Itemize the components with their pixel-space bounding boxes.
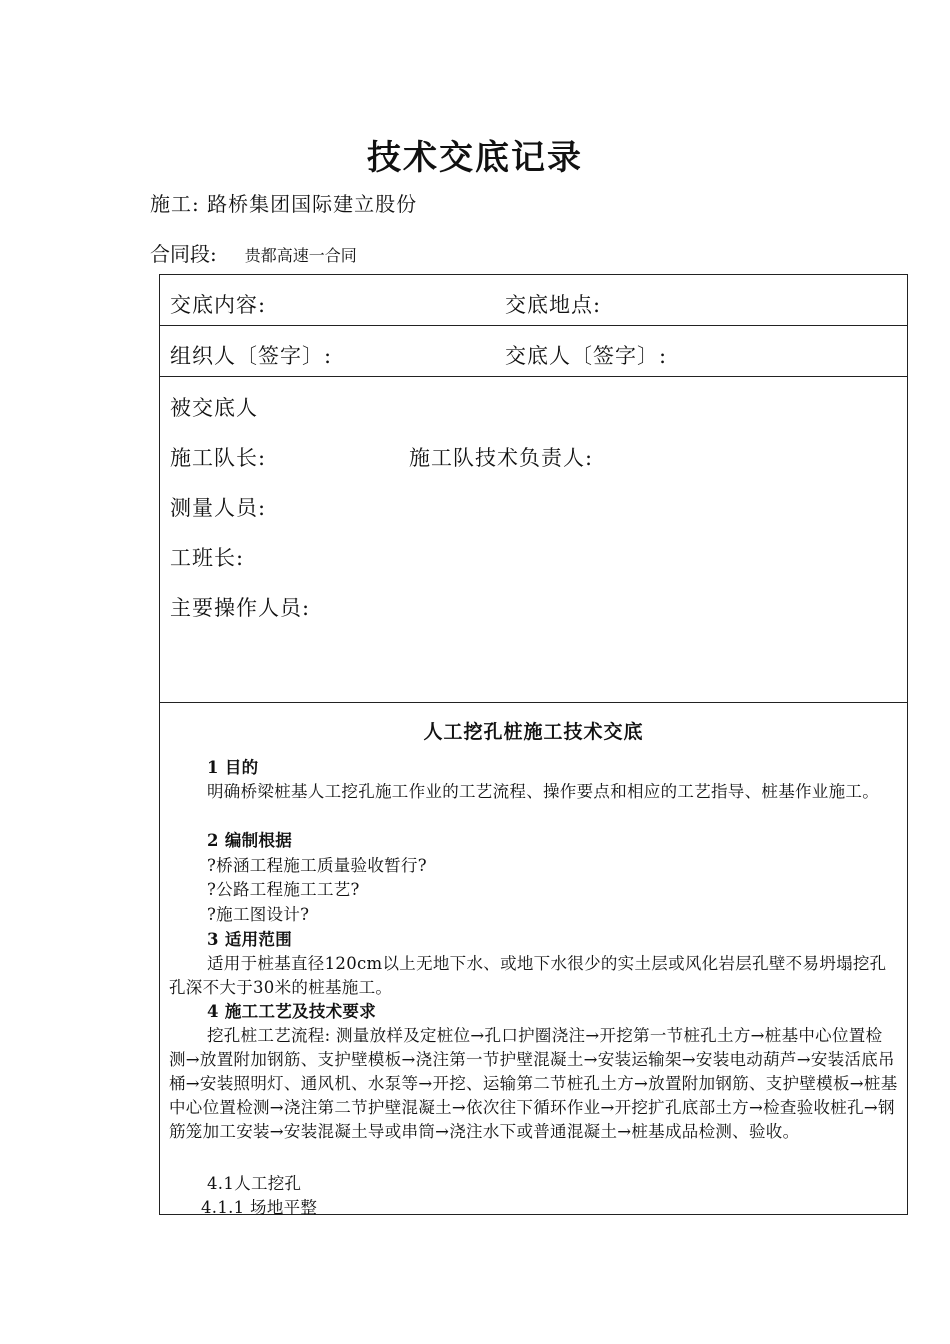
organizer-label: 组织人〔签字〕: [170,344,333,368]
operators-label: 主要操作人员: [170,596,311,620]
section-title: 人工挖孔桩施工技术交底 [423,721,644,743]
team-leader-label: 施工队长: [170,446,267,470]
presenter-label: 交底人〔签字〕: [505,344,668,368]
foreman-label: 工班长: [170,546,245,570]
content-label: 交底内容: [170,293,267,317]
company-line: 施工: 路桥集团国际建立股份 [150,192,418,216]
heading-basis: 2 编制根据 [207,831,293,850]
reference-1: ?桥涵工程施工质量验收暂行? [207,856,427,875]
contract-label: 合同段: [150,242,217,266]
row-signatures [160,326,907,377]
heading-purpose: 1 目的 [207,758,259,777]
row-recipients [160,377,907,703]
heading-site-leveling: 4.1.1 场地平整 [201,1198,318,1217]
scope-text: 适用于桩基直径120cm以上无地下水、或地下水很少的实土层或风化岩层孔壁不易坍塌挖孔孔深不大于30米的桩基施工。 [169,954,887,997]
contract-value: 贵都高速一合同 [244,246,357,265]
document-title: 技术交底记录 [367,138,583,178]
process-text: 挖孔桩工艺流程: 测量放样及定桩位→孔口护圈浇注→开挖第一节桩孔土方→桩基中心位置检测→放置附加钢筋、支护壁模板→浇注第一节护壁混凝土→安装运输架→安装电动葫芦→安装活底吊桶→安装照明灯、通风机、水泵等→开挖、运输第二节桩孔土方→放置附加钢筋、支护壁模板→桩基中心位置检测→浇注第二节护壁混凝土→依次往下循环作业→开挖扩孔底部土方→检查验收桩孔→钢筋笼加工安装→安装混凝土导或串筒→浇注水下或普通混凝土→桩基成品检测、验收。 [169,1026,898,1141]
contract-line [150,238,357,267]
disclosure-table [159,274,908,1215]
recipients-label: 被交底人 [170,396,258,420]
surveyor-label: 测量人员: [170,496,267,520]
location-label: 交底地点: [505,293,602,317]
purpose-text: 明确桥梁桩基人工挖孔施工作业的工艺流程、操作要点和相应的工艺指导、桩基作业施工。 [207,782,879,801]
heading-scope: 3 适用范围 [207,930,293,949]
heading-process: 4 施工工艺及技术要求 [207,1002,377,1021]
reference-2: ?公路工程施工工艺? [207,880,360,899]
heading-manual-dig: 4.1人工挖孔 [207,1174,302,1193]
row-content-location [160,275,907,326]
tech-lead-label: 施工队技术负责人: [409,446,594,470]
reference-3: ?施工图设计? [207,905,310,924]
